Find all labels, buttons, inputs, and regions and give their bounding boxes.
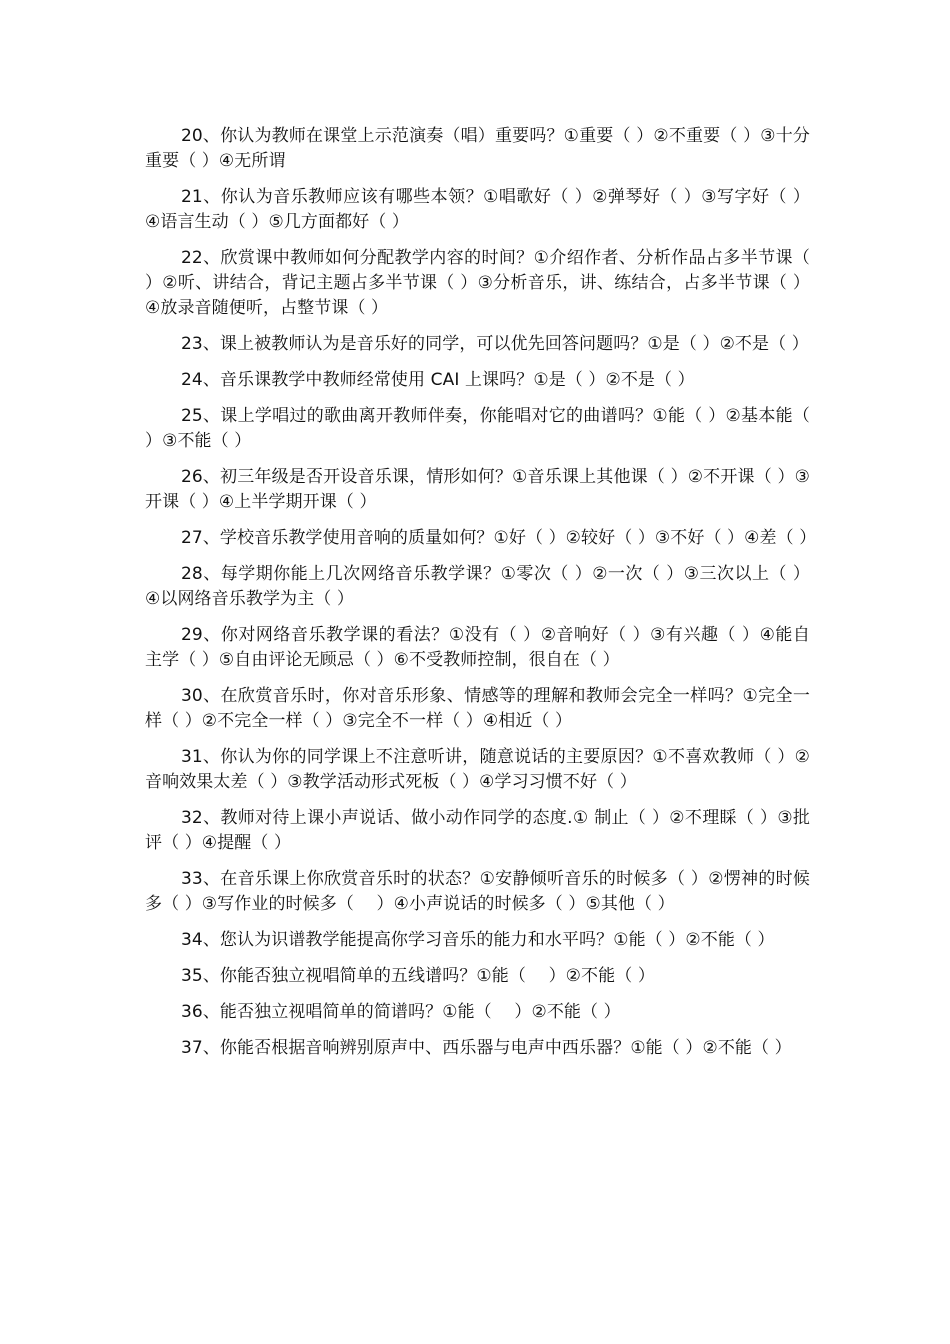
- question-26: 26、初三年级是否开设音乐课，情形如何？①音乐课上其他课（ ）②不开课（ ）③开课（ ）④上半学期开课（ ）: [145, 467, 810, 512]
- question-36: 36、能否独立视唱简单的简谱吗？①能（ ）②不能（ ）: [181, 1002, 621, 1022]
- question-27: 27、学校音乐教学使用音响的质量如何？①好（ ）②较好（ ）③不好（ ）④差（ ）: [181, 528, 817, 548]
- question-32: 32、教师对待上课小声说话、做小动作同学的态度.① 制止（ ）②不理睬（ ）③批评（ ）④提醒（ ）: [145, 808, 810, 853]
- question-37: 37、你能否根据音响辨别原声中、西乐器与电声中西乐器？①能（ ）②不能（ ）: [181, 1038, 792, 1058]
- question-24: 24、音乐课教学中教师经常使用 CAI 上课吗？①是（ ）②不是（ ）: [181, 370, 695, 390]
- question-28: 28、每学期你能上几次网络音乐教学课？①零次（ ）②一次（ ）③三次以上（ ）④以网络音乐教学为主（ ）: [145, 564, 810, 609]
- question-20: 20、你认为教师在课堂上示范演奏（唱）重要吗？①重要（ ）②不重要（ ）③十分重要（ ）④无所谓: [145, 126, 810, 171]
- question-22: 22、欣赏课中教师如何分配教学内容的时间？①介绍作者、分析作品占多半节课（ ）②听、讲结合，背记主题占多半节课（ ）③分析音乐，讲、练结合，占多半节课（ ）④放录音随便听，占整节课（ ）: [145, 248, 810, 318]
- question-29: 29、你对网络音乐教学课的看法？①没有（ ）②音响好（ ）③有兴趣（ ）④能自主学（ ）⑤自由评论无顾忌（ ）⑥不受教师控制，很自在（ ）: [145, 625, 810, 670]
- question-23: 23、课上被教师认为是音乐好的同学，可以优先回答问题吗？①是（ ）②不是（ ）: [181, 334, 809, 354]
- question-31: 31、你认为你的同学课上不注意听讲，随意说话的主要原因？①不喜欢教师（ ）②音响效果太差（ ）③教学活动形式死板（ ）④学习习惯不好（ ）: [145, 747, 810, 792]
- question-30: 30、在欣赏音乐时，你对音乐形象、情感等的理解和教师会完全一样吗？①完全一样（ ）②不完全一样（ ）③完全不一样（ ）④相近（ ）: [145, 686, 810, 731]
- question-33: 33、在音乐课上你欣赏音乐时的状态？①安静倾听音乐的时候多（ ）②愣神的时候多（ ）③写作业的时候多（ ）④小声说话的时候多（ ）⑤其他（ ）: [145, 869, 810, 914]
- questionnaire-list: [145, 124, 817, 1072]
- question-34: 34、您认为识谱教学能提高你学习音乐的能力和水平吗？①能（ ）②不能（ ）: [181, 930, 775, 950]
- question-35: 35、你能否独立视唱简单的五线谱吗？①能（ ）②不能（ ）: [181, 966, 655, 986]
- question-21: 21、你认为音乐教师应该有哪些本领？①唱歌好（ ）②弹琴好（ ）③写字好（ ）④语言生动（ ）⑤几方面都好（ ）: [145, 187, 810, 232]
- question-25: 25、课上学唱过的歌曲离开教师伴奏，你能唱对它的曲谱吗？①能（ ）②基本能（ ）③不能（ ）: [145, 406, 810, 451]
